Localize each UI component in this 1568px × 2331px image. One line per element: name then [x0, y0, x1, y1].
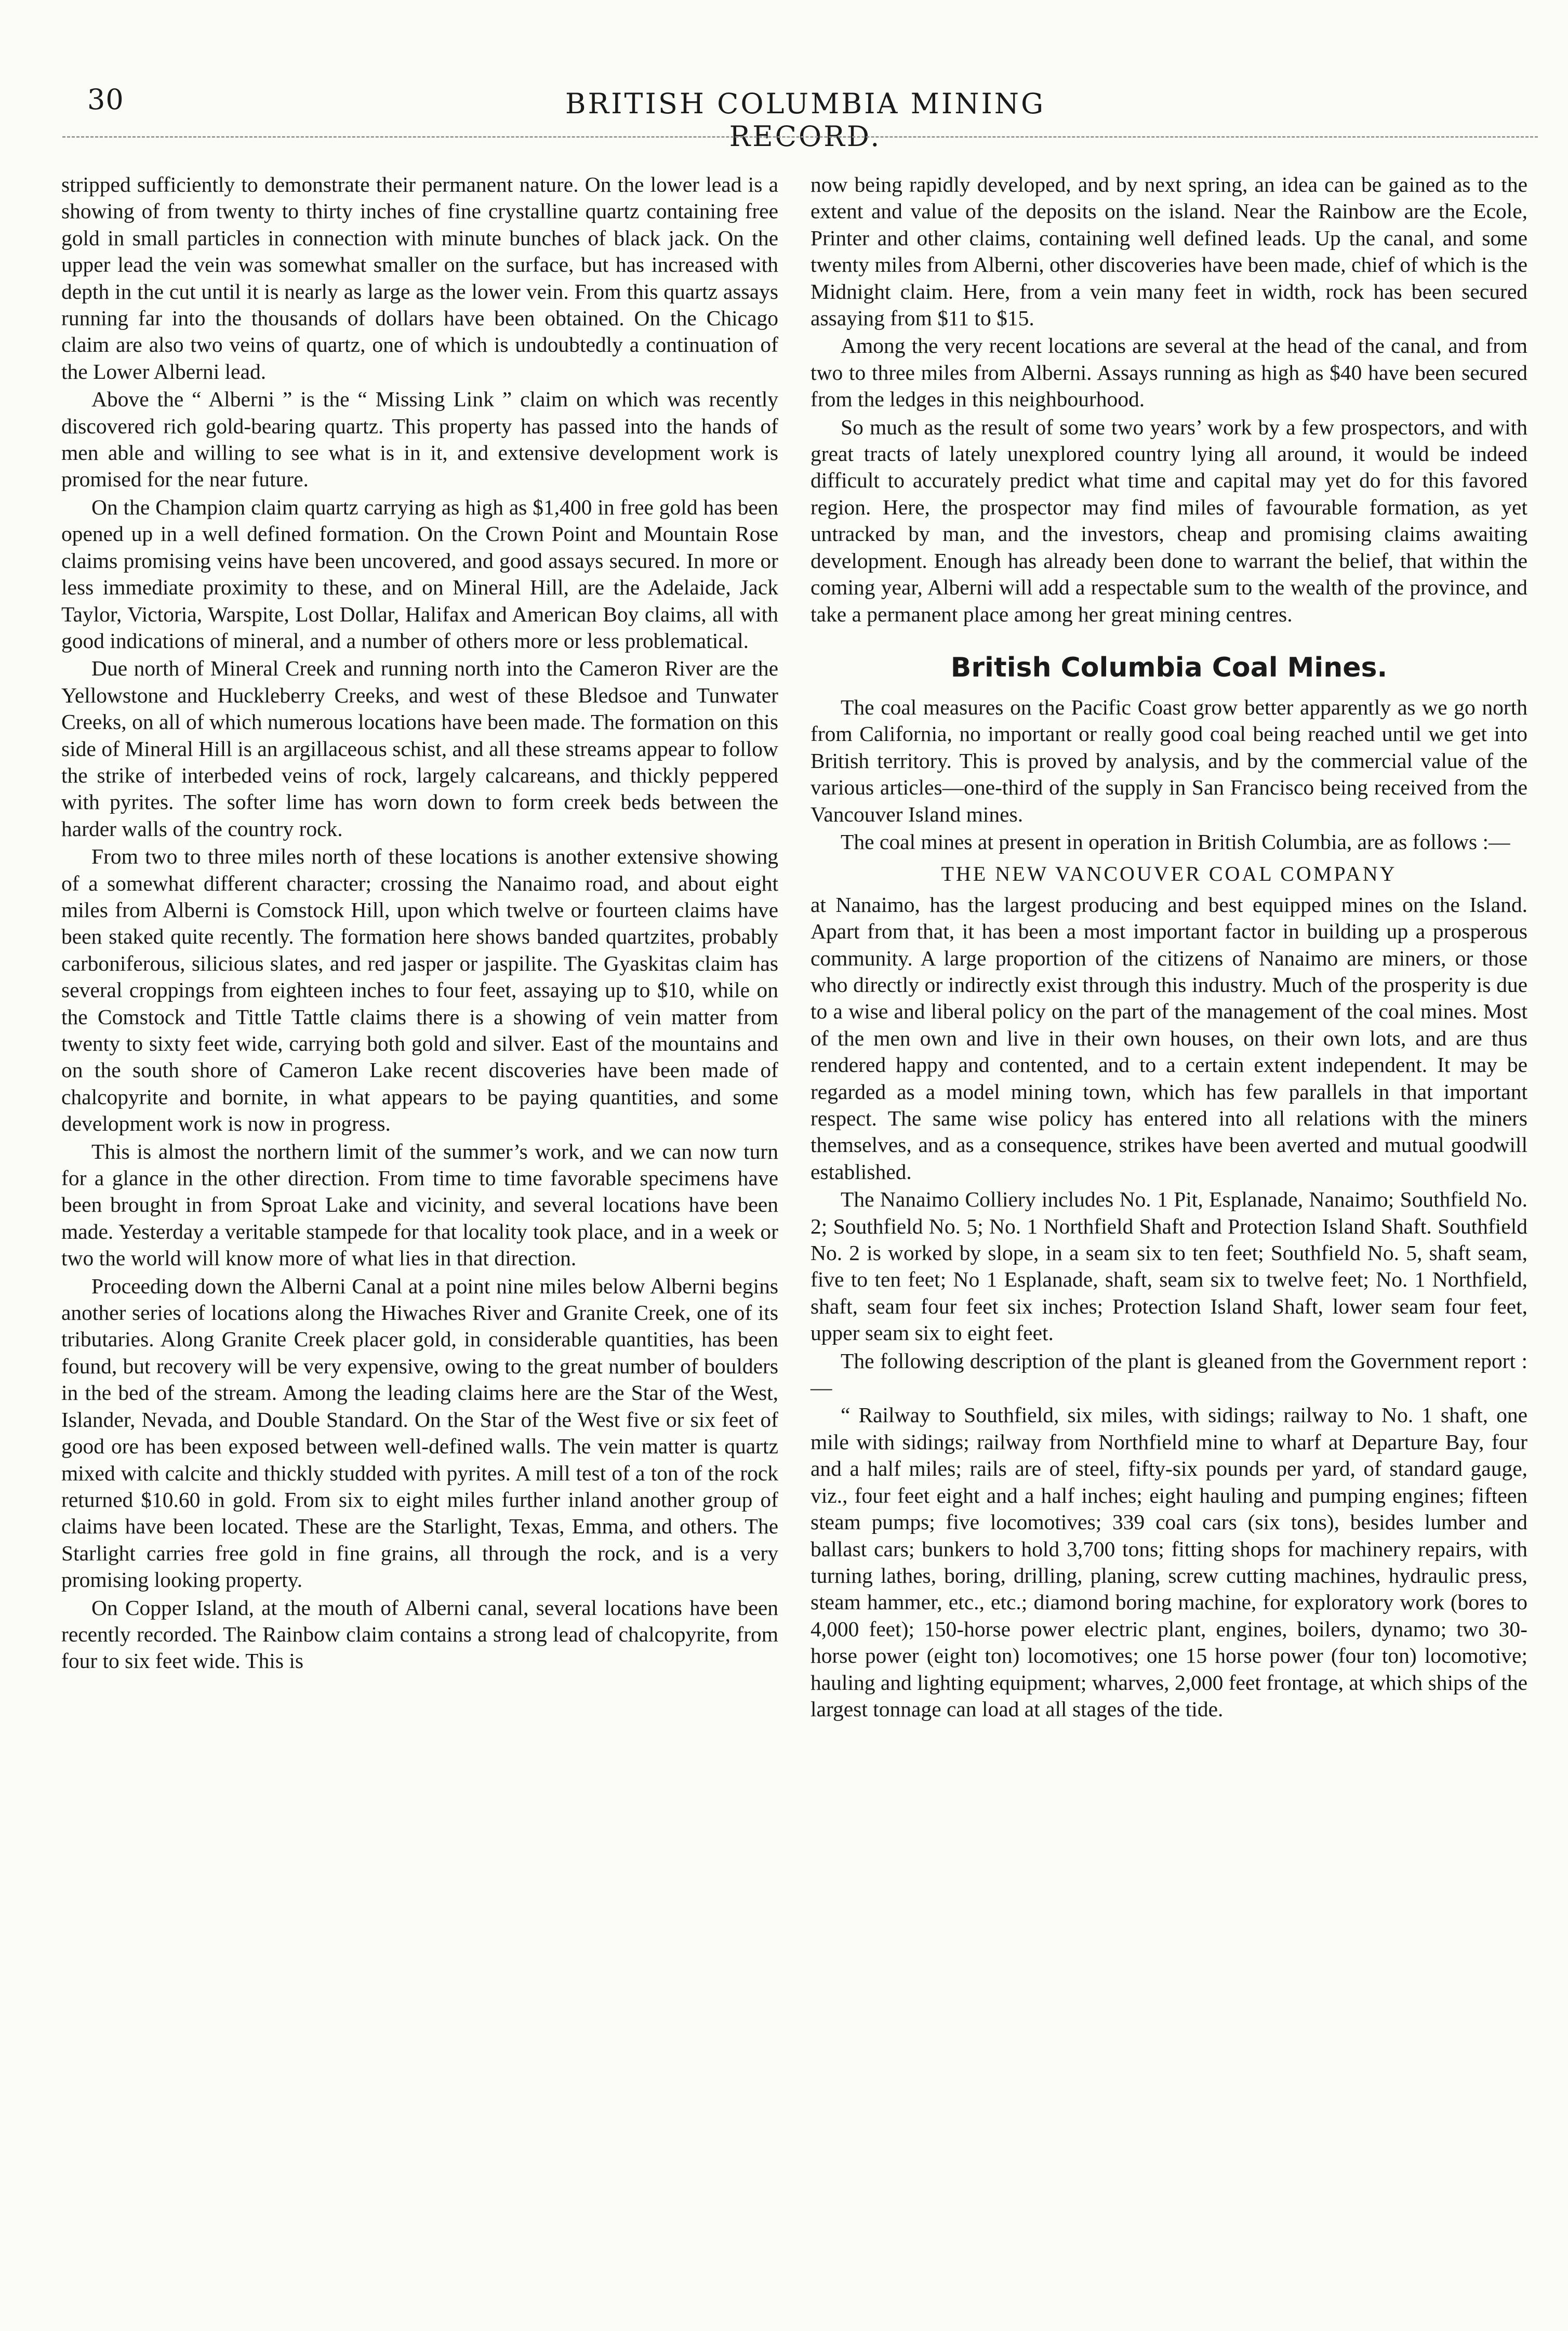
page-number: 30 — [87, 83, 124, 116]
paragraph: On the Champion claim quartz carrying as high as $1,400 in free gold has been opened up in a well defined formation. On the Crown Point and Mountain Rose claims promising veins have been uncovered, and good assays secured. In more or less immediate proximity to these, and on Mineral Hill, are the Adelaide, Jack Taylor, Victoria, Warspite, Lost Dollar, Halifax and American Boy claims, all with good indications of mineral, and a number of others more or less problematical. — [61, 495, 778, 653]
paragraph: Among the very recent locations are several at the head of the canal, and from two to three miles from Alberni. Assays running as high as $40 have been secured from the ledges in this neighbourhood. — [810, 334, 1527, 412]
paragraph: The following description of the plant is gleaned from the Government report :— — [810, 1348, 1527, 1400]
paragraph: This is almost the northern limit of the summer’s work, and we can now turn for a glance in the other direction. From time to time favorable specimens have been brought in from Sproat Lake and vicinity, and several locations have been made. Yesterday a veritable stampede for that locality took place, and in a week or two the world will know more of what lies in that direction. — [61, 1139, 778, 1270]
paragraph: now being rapidly developed, and by next spring, an idea can be gained as to the extent and value of the deposits on the island. Near the Rainbow are the Ecole, Printer and other claims, containing well defined leads. Up the canal, and some twenty miles from Alberni, other discoveries have been made, chief of which is the Midnight claim. Here, from a vein many feet in width, rock has been secured assaying from $11 to $15. — [810, 173, 1527, 330]
section-heading: British Columbia Coal Mines. — [950, 652, 1388, 683]
paragraph: Proceeding down the Alberni Canal at a point nine miles below Alberni begins another series of locations along the Hiwaches River and Granite Creek, one of its tributaries. Along Granite Creek placer gold, in considerable quantities, has been found, but recovery will be very expensive, owing to the great number of boulders in the bed of the stream. Among the leading claims here are the Star of the West, Islander, Nevada, and Double Standard. On the Star of the West five or six feet of good ore has been exposed between well-defined walls. The vein matter is quartz mixed with calcite and thickly studded with pyrites. A mill test of a ton of the rock returned $10.60 in gold. From six to eight miles further inland another group of claims have been located. These are the Starlight, Texas, Emma, and others. The Starlight carries free gold in fine grains, all through the rock, and is a very promising looking property. — [61, 1274, 778, 1592]
paragraph: “ Railway to Southfield, six miles, with sidings; railway to No. 1 shaft, one mile with sidings; railway from Northfield mine to wharf at Departure Bay, four and a half miles; rails are of steel, fifty-six pounds per yard, of standard gauge, viz., four feet eight and a half inches; eight hauling and pumping engines; fifteen steam pumps; five locomotives; 339 coal cars (six tons), besides lumber and ballast cars; bunkers to hold 3,700 tons; fitting shops for machinery repairs, with turning lathes, boring, drilling, planing, screw cutting machines, hydraulic press, steam hammer, etc., etc.; diamond boring machine, for exploratory work (bores to 4,000 feet); 150-horse power electric plant, engines, boilers, dynamo; two 30-horse power (eight ton) locomotives; one 15 horse power (four ton) locomotive; hauling and lighting equipment; wharves, 2,000 feet frontage, at which ships of the largest tonnage can load at all stages of the tide. — [810, 1403, 1527, 1721]
paragraph: The coal mines at present in operation in British Columbia, are as follows :— — [841, 829, 1510, 854]
header-rule — [62, 136, 1538, 138]
right-column — [810, 171, 1527, 1724]
paragraph: stripped sufficiently to demonstrate their permanent nature. On the lower lead is a showing of from twenty to thirty inches of fine crystalline quartz containing free gold in small particles in connection with minute bunches of black jack. On the upper lead the vein was somewhat smaller on the surface, but has increased with depth in the cut until it is nearly as large as the lower vein. From this quartz assays running far into the thousands of dollars have been obtained. On the Chicago claim are also two veins of quartz, one of which is undoubtedly a continuation of the Lower Alberni lead. — [61, 173, 778, 383]
paragraph: The Nanaimo Colliery includes No. 1 Pit, Esplanade, Nanaimo; Southfield No. 2; Southfield No. 5; No. 1 Northfield Shaft and Protection Island Shaft. Southfield No. 2 is worked by slope, in a seam six to ten feet; Southfield No. 5, shaft seam, five to ten feet; No 1 Esplanade, shaft, seam six to twelve feet; No. 1 Northfield, shaft, seam four feet six inches; Protection Island Shaft, lower seam four feet, upper seam six to eight feet. — [810, 1187, 1527, 1345]
paragraph: On Copper Island, at the mouth of Alberni canal, several locations have been recently recorded. The Rainbow claim contains a strong lead of chalcopyrite, from four to six feet wide. This is — [61, 1595, 778, 1673]
paragraph: So much as the result of some two years’ work by a few prospectors, and with great tracts of lately unexplored country lying all around, it would be indeed difficult to accurately predict what time and capital may yet do for this favored region. Here, the prospector may find miles of favourable formation, as yet untracked by man, and the investors, cheap and promising claims awaiting development. Enough has already been done to warrant the belief, that within the coming year, Alberni will add a respectable sum to the wealth of the province, and take a permanent place among her great mining centres. — [810, 415, 1527, 626]
left-column — [61, 171, 778, 1676]
paragraph: The coal measures on the Pacific Coast grow better apparently as we go north from California, no important or really good coal being reached until we get into British territory. This is proved by analysis, and by the commercial value of the various articles—one-third of the supply in San Francisco being received from the Vancouver Island mines. — [810, 695, 1527, 826]
company-heading: THE NEW VANCOUVER COAL COMPANY — [941, 862, 1397, 886]
paragraph: From two to three miles north of these locations is another extensive showing of a somewhat different character; crossing the Nanaimo road, and about eight miles from Alberni is Comstock Hill, upon which twelve or fourteen claims have been staked quite recently. The formation here shows banded quartzites, probably carboniferous, silicious slates, and red jasper or jaspilite. The Gyaskitas claim has several croppings from eighteen inches to four feet, assaying up to $10, while on the Comstock and Tittle Tattle claims there is a showing of vein matter from twenty to sixty feet wide, carrying both gold and silver. East of the mountains and on the south shore of Cameron Lake recent discoveries have been made of chalcopyrite and bornite, in what appears to be paying quantities, and some development work is now in progress. — [61, 844, 778, 1136]
paragraph: Due north of Mineral Creek and running north into the Cameron River are the Yellowstone and Huckleberry Creeks, and west of these Bledsoe and Tunwater Creeks, on all of which numerous locations have been made. The formation on this side of Mineral Hill is an argillaceous schist, and all these streams appear to follow the strike of interbeded veins of rock, largely calcareans, and thickly peppered with pyrites. The softer lime has worn down to form creek beds between the harder walls of the country rock. — [61, 656, 778, 841]
paragraph: Above the “ Alberni ” is the “ Missing Link ” claim on which was recently discovered rich gold-bearing quartz. This property has passed into the hands of men able and willing to see what is in it, and extensive development work is promised for the near future. — [61, 387, 778, 492]
paragraph: at Nanaimo, has the largest producing and best equipped mines on the Island. Apart from that, it has been a most important factor in building up a prosperous community. A large proportion of the citizens of Nanaimo are miners, or those who directly or indirectly exist through this industry. Much of the prosperity is due to a wise and liberal policy on the part of the management of the coal mines. Most of the men own and live in their own houses, on their own lots, and are thus rendered happy and contented, and to a certain extent independent. It may be regarded as a model mining town, which has few parallels in that important respect. The same wise policy has entered into all relations with the miners themselves, and as a consequence, strikes have been averted and mutual goodwill established. — [810, 892, 1527, 1184]
running-title: BRITISH COLUMBIA MINING RECORD. — [565, 87, 1046, 153]
